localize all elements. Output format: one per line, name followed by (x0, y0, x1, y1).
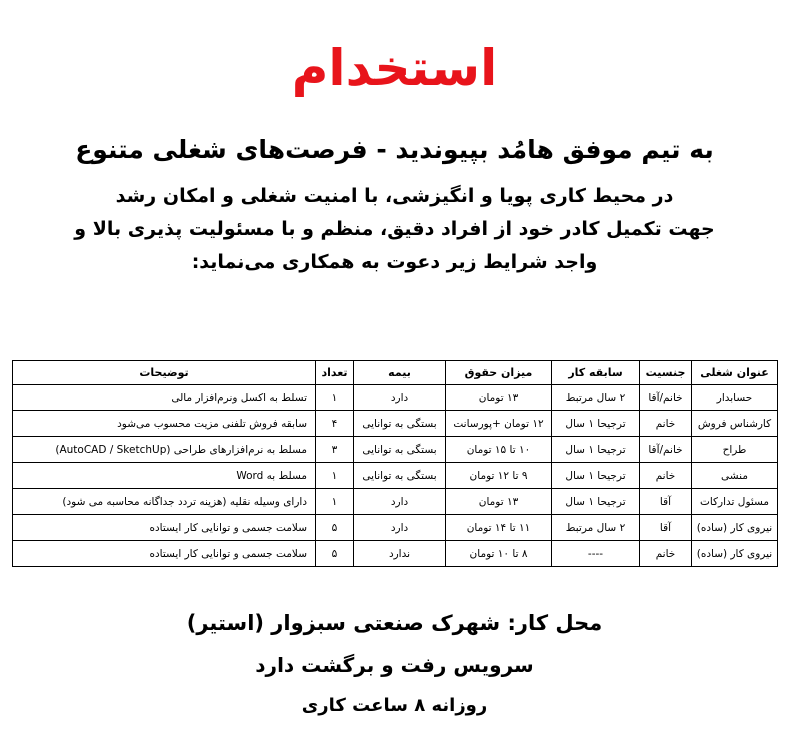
header-experience: سابقه کار (552, 361, 640, 385)
cell-salary: ۱۳ تومان (446, 385, 552, 411)
cell-insurance: بستگی به توانایی (354, 437, 446, 463)
cell-job-title: نیروی کار (ساده) (692, 515, 778, 541)
page-title: استخدام (291, 39, 498, 97)
cell-count: ۱ (316, 385, 354, 411)
jobs-table (12, 360, 778, 567)
intro-line: جهت تکمیل کادر خود از افراد دقیق، منظم و با مسئولیت پذیری بالا و (74, 218, 715, 240)
cell-experience: ۲ سال مرتبط (552, 385, 640, 411)
table-row (13, 463, 778, 489)
cell-salary: ۱۱ تا ۱۴ تومان (446, 515, 552, 541)
cell-salary: ۱۲ تومان +پورسانت (446, 411, 552, 437)
header-salary: میزان حقوق (446, 361, 552, 385)
cell-job-title: طراح (692, 437, 778, 463)
transport-service: سرویس رفت و برگشت دارد (255, 653, 534, 677)
cell-count: ۵ (316, 541, 354, 567)
header-gender: جنسیت (640, 361, 692, 385)
intro-line: واجد شرایط زیر دعوت به همکاری می‌نماید: (191, 251, 598, 273)
work-location: محل کار: شهرک صنعتی سبزوار (استیر) (186, 611, 603, 635)
cell-insurance: دارد (354, 515, 446, 541)
cell-salary: ۱۳ تومان (446, 489, 552, 515)
cell-job-title: مسئول تدارکات (692, 489, 778, 515)
table-row (13, 411, 778, 437)
intro-line: در محیط کاری پویا و انگیزشی، با امنیت شغلی و امکان رشد (115, 185, 674, 207)
cell-count: ۵ (316, 515, 354, 541)
cell-gender: آقا (640, 515, 692, 541)
cell-experience: ترجیحا ۱ سال (552, 463, 640, 489)
cell-description: مسلط به نرم‌افزارهای طراحی (AutoCAD / SketchUp) (13, 437, 316, 463)
cell-insurance: دارد (354, 489, 446, 515)
cell-experience: ---- (552, 541, 640, 567)
cell-job-title: منشی (692, 463, 778, 489)
cell-gender: خانم (640, 411, 692, 437)
header-job-title: عنوان شغلی (692, 361, 778, 385)
cell-job-title: نیروی کار (ساده) (692, 541, 778, 567)
cell-insurance: ندارد (354, 541, 446, 567)
cell-count: ۱ (316, 463, 354, 489)
table-row (13, 437, 778, 463)
cell-salary: ۸ تا ۱۰ تومان (446, 541, 552, 567)
cell-count: ۳ (316, 437, 354, 463)
table-row (13, 489, 778, 515)
table-row (13, 515, 778, 541)
cell-count: ۴ (316, 411, 354, 437)
cell-description: مسلط به Word (13, 463, 316, 489)
cell-insurance: بستگی به توانایی (354, 411, 446, 437)
cell-count: ۱ (316, 489, 354, 515)
header-insurance: بیمه (354, 361, 446, 385)
cell-experience: ترجیحا ۱ سال (552, 437, 640, 463)
cell-experience: ۲ سال مرتبط (552, 515, 640, 541)
table-row (13, 541, 778, 567)
table-header-row (13, 361, 778, 385)
cell-description: سلامت جسمی و توانایی کار ایستاده (13, 541, 316, 567)
intro-text (40, 180, 749, 279)
cell-description: تسلط به اکسل ونرم‌افزار مالی (13, 385, 316, 411)
cell-insurance: بستگی به توانایی (354, 463, 446, 489)
cell-job-title: حسابدار (692, 385, 778, 411)
cell-experience: ترجیحا ۱ سال (552, 411, 640, 437)
cell-gender: خانم/آقا (640, 437, 692, 463)
cell-salary: ۱۰ تا ۱۵ تومان (446, 437, 552, 463)
cell-gender: آقا (640, 489, 692, 515)
table-row (13, 385, 778, 411)
cell-experience: ترجیحا ۱ سال (552, 489, 640, 515)
cell-job-title: کارشناس فروش (692, 411, 778, 437)
working-hours: روزانه ۸ ساعت کاری (301, 695, 488, 716)
cell-description: سلامت جسمی و توانایی کار ایستاده (13, 515, 316, 541)
cell-gender: خانم/آقا (640, 385, 692, 411)
cell-description: دارای وسیله نقلیه (هزینه تردد جداگانه محاسبه می شود) (13, 489, 316, 515)
cell-salary: ۹ تا ۱۲ تومان (446, 463, 552, 489)
cell-insurance: دارد (354, 385, 446, 411)
cell-description: سابقه فروش تلفنی مزیت محسوب می‌شود (13, 411, 316, 437)
cell-gender: خانم (640, 463, 692, 489)
header-description: توضیحات (13, 361, 316, 385)
cell-gender: خانم (640, 541, 692, 567)
header-count: تعداد (316, 361, 354, 385)
subtitle: به تیم موفق هامُد بپیوندید - فرصت‌های شغلی متنوع (75, 135, 714, 164)
